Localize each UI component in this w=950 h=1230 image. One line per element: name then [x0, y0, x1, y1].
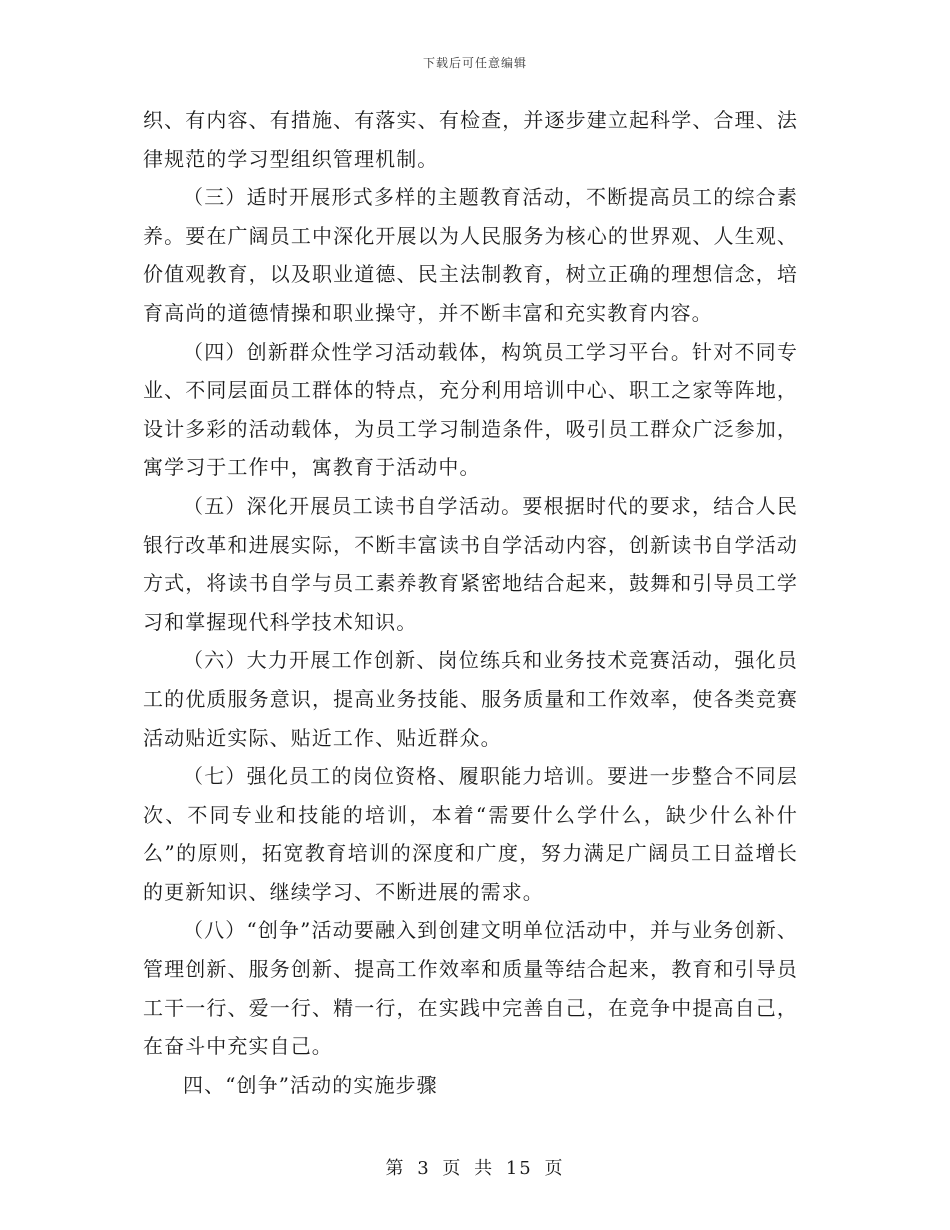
paragraph-item-5: （五）深化开展员工读书自学活动。要根据时代的要求，结合人民银行改革和进展实际，不断丰富读书自学活动内容，创新读书自学活动方式，将读书自学与员工素养教育紧密地结合起来，鼓舞和引导员工学习和掌握现代科学技术知识。 [143, 493, 798, 634]
paragraph-item-7: （七）强化员工的岗位资格、履职能力培训。要进一步整合不同层次、不同专业和技能的培训，本着“需要什么学什么，缺少什么补什么”的原则，拓宽教育培训的深度和广度，努力满足广阔员工日益增长的更新知识、继续学习、不断进展的需求。 [143, 764, 798, 904]
paragraph-continuation: 织、有内容、有措施、有落实、有检查，并逐步建立起科学、合理、法律规范的学习型组织管理机制。 [143, 108, 798, 171]
page-number-footer: 第 3 页 共 15 页 [385, 1158, 565, 1179]
paragraph-item-4: （四）创新群众性学习活动载体，构筑员工学习平台。针对不同专业、不同层面员工群体的特点，充分利用培训中心、职工之家等阵地，设计多彩的活动载体，为员工学习制造条件，吸引员工群众广泛参加，寓学习于工作中，寓教育于活动中。 [143, 339, 798, 480]
page-header-note: 下载后可任意编辑 [422, 56, 527, 70]
paragraph-item-6: （六）大力开展工作创新、岗位练兵和业务技术竞赛活动，强化员工的优质服务意识，提高业务技能、服务质量和工作效率，使各类竞赛活动贴近实际、贴近工作、贴近群众。 [143, 648, 798, 750]
paragraph-item-3: （三）适时开展形式多样的主题教育活动，不断提高员工的综合素养。要在广阔员工中深化开展以为人民服务为核心的世界观、人生观、价值观教育，以及职业道德、民主法制教育，树立正确的理想信念，培育高尚的道德情操和职业操守，并不断丰富和充实教育内容。 [143, 185, 798, 325]
document-body [143, 101, 798, 1104]
section-heading-4: 四、“创争”活动的实施步骤 [183, 1072, 438, 1097]
paragraph-item-8: （八）“创争”活动要融入到创建文明单位活动中，并与业务创新、管理创新、服务创新、提高工作效率和质量等结合起来，教育和引导员工干一行、爱一行、精一行，在实践中完善自己，在竞争中提高自己，在奋斗中充实自己。 [143, 918, 798, 1059]
